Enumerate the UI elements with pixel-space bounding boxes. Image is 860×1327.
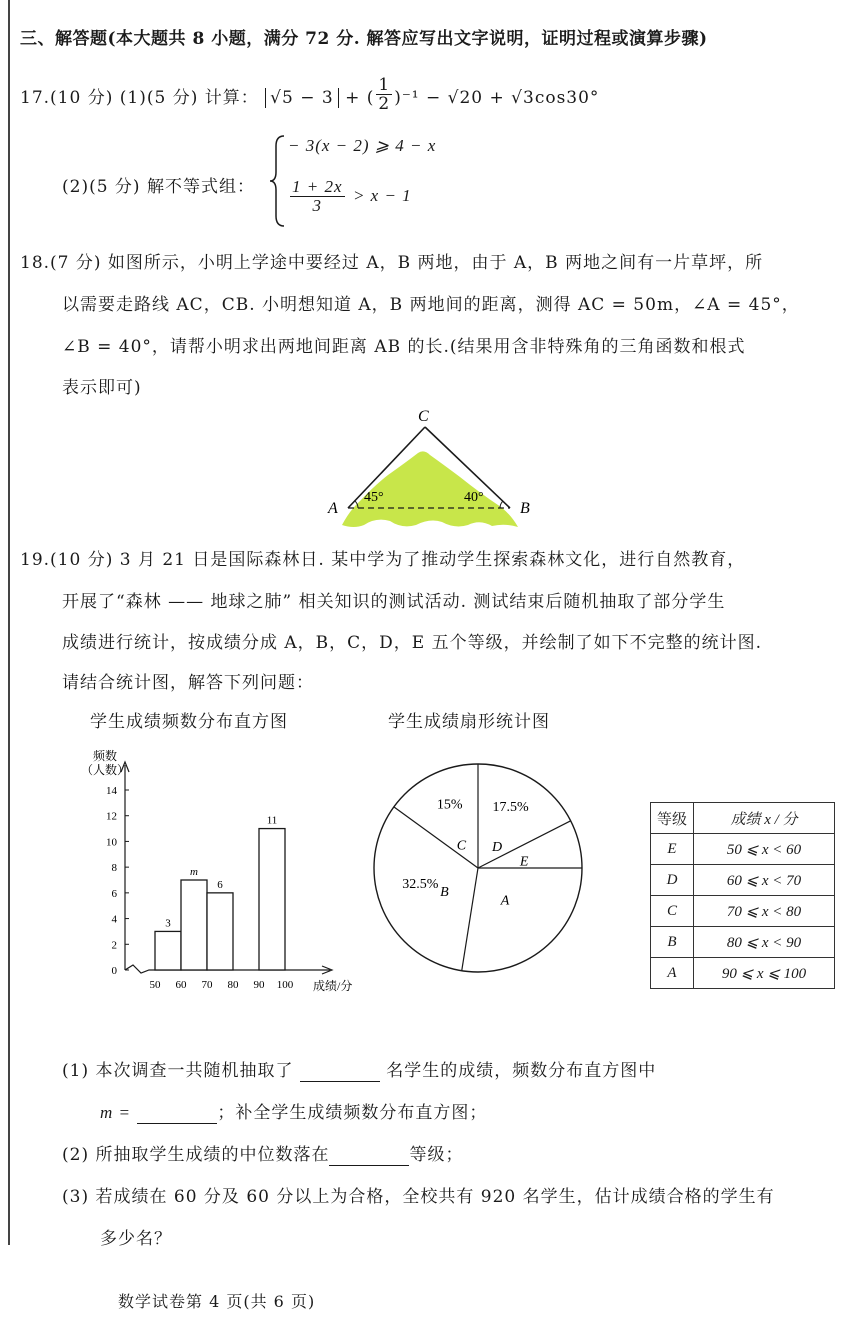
histogram-chart xyxy=(55,740,375,1000)
hist-x-tick-label: 60 xyxy=(175,979,187,991)
hist-y-tick-label: 8 xyxy=(111,862,117,875)
table-cell: 60 ⩽ x < 70 xyxy=(694,865,835,896)
hist-bar-label: 6 xyxy=(217,878,223,891)
q17-brace xyxy=(268,132,288,230)
pie-slice-percent: 32.5% xyxy=(402,876,439,892)
q19-line-1: 19.(10 分) 3 月 21 日是国际森林日. 某中学为了推动学生探索森林文化，进行自然教育， xyxy=(20,550,746,570)
hist-x-tick-label: 70 xyxy=(201,979,213,991)
q17-score: (10 分) xyxy=(50,88,114,108)
answer-blank-median[interactable] xyxy=(329,1145,409,1166)
pie-slice-label: B xyxy=(440,884,449,900)
table-cell: B xyxy=(651,927,694,958)
q17-inequality-2 xyxy=(288,178,412,215)
q17-frac-num: 1 xyxy=(378,75,391,95)
hist-y-tick-label: 14 xyxy=(106,785,117,797)
label-c: C xyxy=(418,408,429,425)
q18-line-2: 以需要走路线 AC，CB. 小明想知道 A，B 两地间的距离，测得 AC = 50m，∠A = 45°， xyxy=(62,295,800,315)
table-cell: D xyxy=(651,865,694,896)
pie-chart xyxy=(370,760,590,980)
grade-table xyxy=(650,802,835,989)
hist-bar xyxy=(155,931,181,970)
table-cell: C xyxy=(651,896,694,927)
table-cell: 80 ⩽ x < 90 xyxy=(694,927,835,958)
label-a: A xyxy=(328,500,338,517)
q19-sub1-line2 xyxy=(100,1098,487,1124)
q19-line-2: 开展了“森林 —— 地球之肺” 相关知识的测试活动. 测试结束后随机抽取了部分学生 xyxy=(62,592,726,612)
hist-x-tick-label: 90 xyxy=(253,979,265,991)
pie-title: 学生成绩扇形统计图 xyxy=(388,712,550,732)
table-cell: E xyxy=(651,834,694,865)
q19-sub3-line2: 多少名？ xyxy=(100,1229,172,1249)
angle-b-value: 40° xyxy=(464,490,484,505)
hist-y-tick-label: 0 xyxy=(111,965,117,977)
q19-sub3-line1: (3) 若成绩在 60 分及 60 分以上为合格，全校共有 920 名学生，估计成绩合格的学生有 xyxy=(62,1187,775,1207)
hist-ylabel-line2: （人数） xyxy=(80,763,130,777)
pie-slice-percent: 15% xyxy=(436,797,463,813)
answer-blank-total[interactable] xyxy=(300,1061,380,1082)
pie-slice-label: C xyxy=(456,838,467,854)
table-row xyxy=(651,865,835,896)
section-title: 三、解答题(本大题共 8 小题，满分 72 分. 解答应写出文字说明，证明过程或演算步骤) xyxy=(20,29,708,49)
pie-slice-label: D xyxy=(491,839,503,855)
q17-ineq2-fraction xyxy=(290,178,345,215)
hist-x-tick-label: 50 xyxy=(149,979,161,991)
q17-ineq2-num: 1 + 2x xyxy=(292,177,343,196)
q17-tail: )⁻¹ − √20 + √3cos30° xyxy=(394,88,600,108)
angle-a-value: 45° xyxy=(364,490,384,505)
q17-ineq2-tail: > x − 1 xyxy=(352,186,412,205)
table-row xyxy=(651,958,835,989)
q19-sub2-a: (2) 所抽取学生成绩的中位数落在 xyxy=(62,1145,330,1165)
histogram-title: 学生成绩频数分布直方图 xyxy=(90,712,288,732)
q17-plus: + ( xyxy=(345,88,375,108)
table-cell: 70 ⩽ x < 80 xyxy=(694,896,835,927)
hist-y-tick-label: 2 xyxy=(111,939,117,952)
q17-number: 17. xyxy=(20,88,51,108)
table-header-cell: 等级 xyxy=(651,803,694,834)
q18-triangle-figure xyxy=(320,405,540,530)
q17-half-fraction xyxy=(376,76,392,113)
pie-slice-label: A xyxy=(500,893,510,909)
hist-y-tick-label: 4 xyxy=(111,913,117,926)
table-cell: 50 ⩽ x < 60 xyxy=(694,834,835,865)
q19-sub2-b: 等级； xyxy=(409,1145,464,1165)
page-footer: 数学试卷第 4 页(共 6 页) xyxy=(118,1292,316,1311)
hist-ylabel-line1: 频数 xyxy=(92,749,118,763)
q19-sub1-c: m = xyxy=(100,1103,131,1122)
angle-b-arc xyxy=(500,501,503,508)
hist-xlabel: 成绩/分 xyxy=(313,979,353,993)
label-b: B xyxy=(520,500,530,517)
pie-slice-label: E xyxy=(519,854,529,870)
table-cell: A xyxy=(651,958,694,989)
table-row xyxy=(651,927,835,958)
q19-sub1-a: (1) 本次调查一共随机抽取了 xyxy=(62,1061,294,1081)
hist-bar-label: 11 xyxy=(266,814,278,827)
pie-slice-percent: 17.5% xyxy=(492,799,529,815)
q17-part1 xyxy=(20,75,600,117)
hist-y-tick-label: 10 xyxy=(106,836,117,849)
table-header-cell: 成绩 x / 分 xyxy=(694,803,835,834)
q19-line-4: 请结合统计图，解答下列问题： xyxy=(62,673,314,693)
hist-bar-label: 3 xyxy=(165,917,171,930)
q17-part1-label: (1)(5 分) 计算： xyxy=(119,88,259,108)
q19-sub2 xyxy=(62,1140,463,1166)
q18-line-4: 表示即可) xyxy=(62,378,142,398)
hist-bar xyxy=(181,880,207,970)
hist-x-tick-label: 100 xyxy=(276,979,294,991)
q17-abs-expression: √5 − 3 xyxy=(265,88,339,108)
q17-frac-den: 2 xyxy=(378,94,391,114)
hist-y-tick-label: 12 xyxy=(106,810,117,823)
hist-bar xyxy=(259,829,285,970)
table-header-row xyxy=(651,803,835,834)
table-row xyxy=(651,834,835,865)
q17-ineq2-den: 3 xyxy=(312,196,323,215)
hist-y-tick-label: 6 xyxy=(111,887,117,900)
q18-line-3: ∠B = 40°，请帮小明求出两地间距离 AB 的长.(结果用含非特殊角的三角函数和根式 xyxy=(62,337,746,357)
q17-part2-label: (2)(5 分) 解不等式组： xyxy=(62,177,255,197)
q17-inequality-1: − 3(x − 2) ⩾ 4 − x xyxy=(288,136,437,155)
q19-sub1-line1 xyxy=(62,1056,656,1082)
q19-line-3: 成绩进行统计，按成绩分成 A，B，C，D，E 五个等级，并绘制了如下不完整的统计图. xyxy=(62,633,763,653)
table-cell: 90 ⩽ x ⩽ 100 xyxy=(694,958,835,989)
table-row xyxy=(651,896,835,927)
hist-bar xyxy=(207,893,233,970)
q19-sub1-d: ；补全学生成绩频数分布直方图； xyxy=(217,1103,488,1123)
q18-line-1: 18.(7 分) 如图所示，小明上学途中要经过 A，B 两地，由于 A，B 两地之间有一片草坪，所 xyxy=(20,253,764,273)
left-margin-rule xyxy=(8,0,10,1245)
hist-bar-label: m xyxy=(190,866,198,878)
q19-sub1-b: 名学生的成绩，频数分布直方图中 xyxy=(386,1061,657,1081)
hist-x-tick-label: 80 xyxy=(227,979,239,991)
answer-blank-m[interactable] xyxy=(137,1103,217,1124)
